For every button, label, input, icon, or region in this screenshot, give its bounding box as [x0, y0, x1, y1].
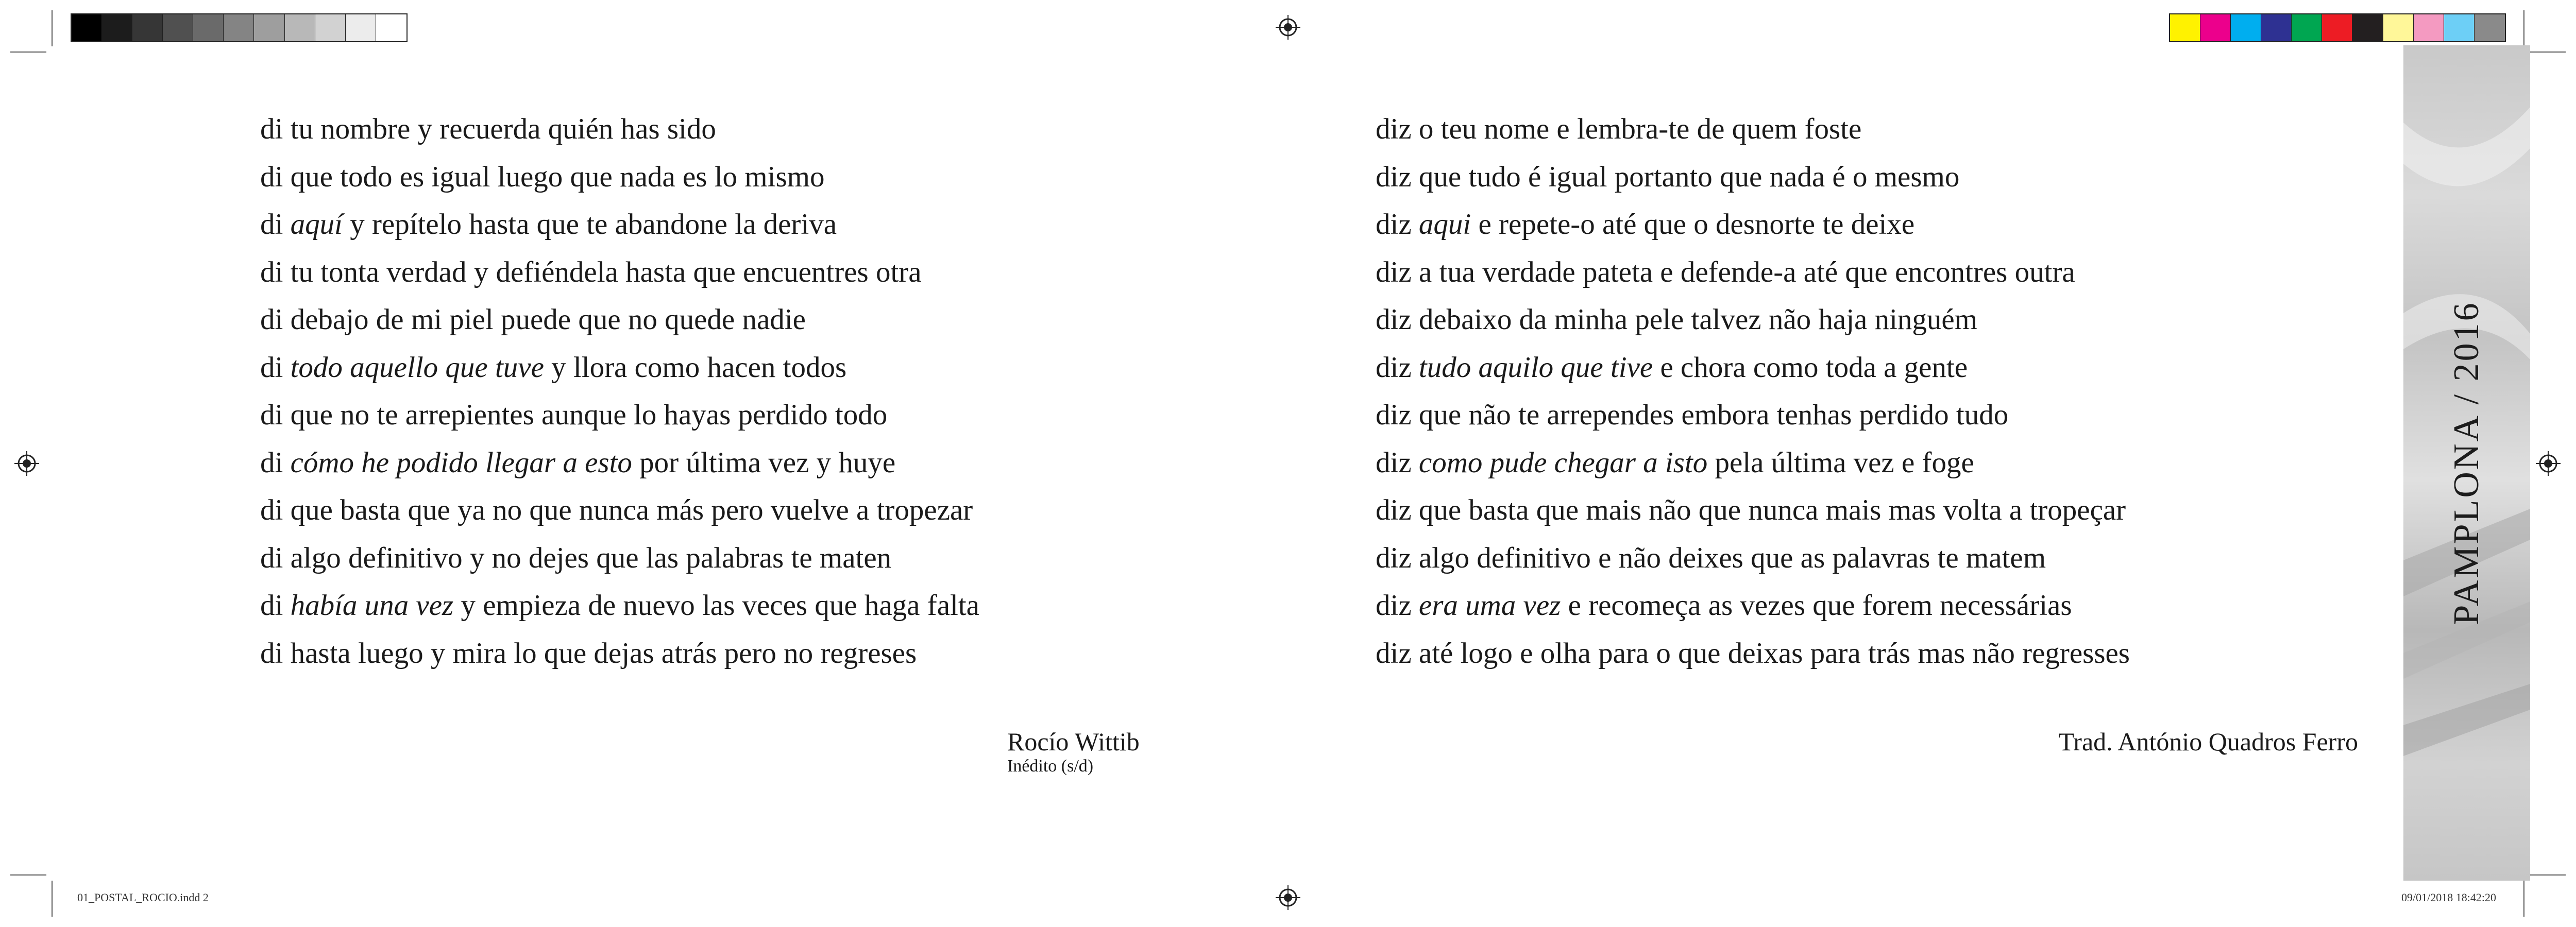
poem-line: diz algo definitivo e não deixes que as palavras te matem — [1376, 541, 2046, 574]
color-swatch — [102, 14, 132, 41]
registration-mark-icon — [2536, 451, 2561, 476]
poem-line: diz era uma vez e recomeça as vezes que forem necessárias — [1376, 589, 2072, 622]
color-swatch — [72, 14, 102, 41]
color-swatch — [285, 14, 315, 41]
color-swatch — [315, 14, 346, 41]
portuguese-poem — [1376, 106, 2130, 677]
crop-mark — [2523, 881, 2524, 917]
poem-line: diz até logo e olha para o que deixas para trás mas não regresses — [1376, 637, 2130, 670]
process-color-bar — [2169, 13, 2506, 42]
poem-line: di algo definitivo y no dejes que las palabras te maten — [260, 541, 892, 574]
poem-line: diz aqui e repete-o até que o desnorte te deixe — [1376, 208, 1915, 241]
timestamp-slug: 09/01/2018 18:42:20 — [2401, 891, 2496, 904]
crop-mark — [2530, 52, 2566, 53]
poem-line: di todo aquello que tuve y llora como hacen todos — [260, 351, 847, 384]
publication-note: Inédito (s/d) — [1007, 757, 1094, 776]
crop-mark — [10, 874, 46, 876]
poem-line: diz que tudo é igual portanto que nada é o mesmo — [1376, 160, 1960, 193]
grayscale-color-bar — [71, 13, 408, 42]
color-swatch — [132, 14, 163, 41]
poem-line: diz tudo aquilo que tive e chora como toda a gente — [1376, 351, 1968, 384]
crop-mark — [52, 10, 53, 46]
poem-line: diz que não te arrependes embora tenhas perdido tudo — [1376, 399, 2009, 431]
crop-mark — [10, 52, 46, 53]
color-swatch — [2231, 14, 2261, 41]
poem-line: di que basta que ya no que nunca más pero vuelve a tropezar — [260, 494, 973, 526]
crop-mark — [2523, 10, 2524, 46]
poem-line: di que todo es igual luego que nada es lo mismo — [260, 160, 825, 193]
color-swatch — [346, 14, 376, 41]
poem-line: di cómo he podido llegar a esto por última vez y huye — [260, 446, 896, 479]
author-name: Rocío Wittib — [1007, 727, 1140, 756]
color-swatch — [193, 14, 224, 41]
color-swatch — [2414, 14, 2444, 41]
crop-mark — [2530, 874, 2566, 876]
color-swatch — [2475, 14, 2505, 41]
color-swatch — [2383, 14, 2414, 41]
registration-mark-icon — [1276, 15, 1300, 40]
poem-line: diz a tua verdade pateta e defende-a até que encontres outra — [1376, 255, 2075, 288]
poem-line: diz o teu nome e lembra-te de quem foste — [1376, 113, 1862, 145]
poem-line: di hasta luego y mira lo que dejas atrás pero no regreses — [260, 637, 917, 670]
poem-line: di que no te arrepientes aunque lo hayas perdido todo — [260, 399, 888, 431]
file-slug: 01_POSTAL_ROCIO.indd 2 — [77, 891, 209, 904]
crop-mark — [52, 881, 53, 917]
color-swatch — [2261, 14, 2292, 41]
poem-line: di debajo de mi piel puede que no quede nadie — [260, 303, 806, 336]
color-swatch — [163, 14, 193, 41]
city-year-title: PAMPLONA / 2016 — [2447, 301, 2486, 625]
poem-line: diz como pude chegar a isto pela última vez e foge — [1376, 446, 1974, 479]
side-band — [2403, 45, 2530, 881]
color-swatch — [2444, 14, 2475, 41]
poem-line: diz que basta que mais não que nunca mais mas volta a tropeçar — [1376, 494, 2126, 526]
spanish-poem — [260, 106, 979, 677]
color-swatch — [254, 14, 284, 41]
registration-mark-icon — [1276, 885, 1300, 910]
poem-line: di tu tonta verdad y defiéndela hasta que encuentres otra — [260, 255, 922, 288]
translator-credit: Trad. António Quadros Ferro — [2058, 727, 2358, 756]
color-swatch — [2292, 14, 2322, 41]
poem-line: diz debaixo da minha pele talvez não haja ninguém — [1376, 303, 1978, 336]
color-swatch — [2322, 14, 2352, 41]
color-swatch — [2200, 14, 2231, 41]
color-swatch — [2352, 14, 2383, 41]
poem-line: di aquí y repítelo hasta que te abandone la deriva — [260, 208, 837, 241]
registration-mark-icon — [14, 451, 39, 476]
color-swatch — [376, 14, 406, 41]
poem-line: di había una vez y empieza de nuevo las veces que haga falta — [260, 589, 979, 622]
color-swatch — [2170, 14, 2200, 41]
color-swatch — [224, 14, 254, 41]
poem-line: di tu nombre y recuerda quién has sido — [260, 113, 716, 145]
